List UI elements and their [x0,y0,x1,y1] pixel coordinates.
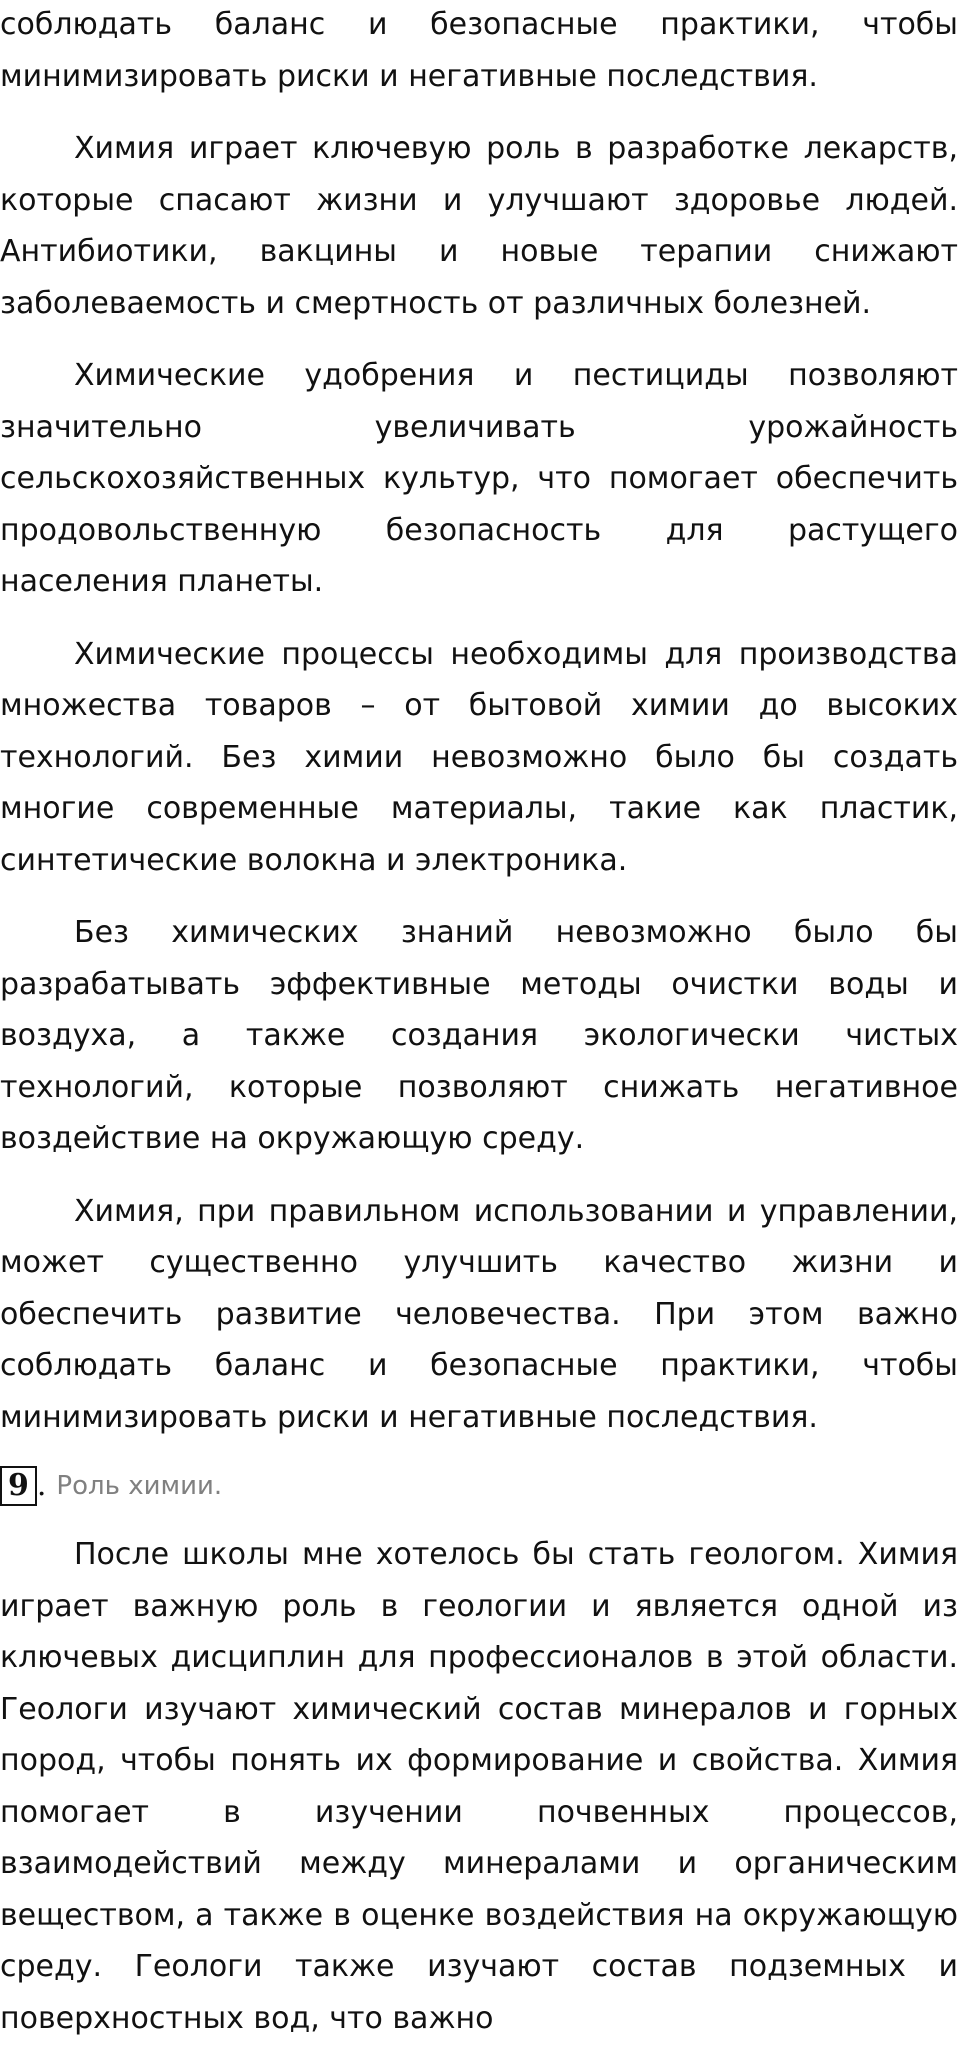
paragraph-medicine: Химия играет ключевую роль в разработке лекарств, которые спасают жизни и улучшают здоровье людей. Антибиотики, вакцины и новые терапии снижают заболеваемость и смертность от различных болезней. [0,131,958,321]
paragraph-industry: Химические процессы необходимы для производства множества товаров – от бытовой химии до высоких технологий. Без химии невозможно было бы создать многие современные материалы, такие как пластик, синтетические волокна и электроника. [0,636,958,878]
task-title: Роль химии. [56,1471,223,1501]
paragraph-geology: После школы мне хотелось бы стать геологом. Химия играет важную роль в геологии и является одной из ключевых дисциплин для профессионалов в этой области. Геологи изучают химический состав минералов и горных пород, чтобы понять их формирование и свойства. Химия помогает в изучении почвенных процессов, взаимодействий между минералами и органическим веществом, а также в оценке воздействия на окружающую среду. Геологи также изучают состав подземных и поверхностных вод, что важно [0,1537,958,2036]
paragraph-continuation: соблюдать баланс и безопасные практики, чтобы минимизировать риски и негативные последствия. [0,7,958,94]
task-number-badge: 9 [0,1466,37,1506]
task-heading [0,1464,958,1508]
task-number-dot: . [36,1468,47,1504]
paragraph-agriculture: Химические удобрения и пестициды позволяют значительно увеличивать урожайность сельскохозяйственных культур, что помогает обеспечить продовольственную безопасность для растущего населения планеты. [0,358,958,599]
paragraph-conclusion: Химия, при правильном использовании и управлении, может существенно улучшить качество жизни и обеспечить развитие человечества. При этом важно соблюдать баланс и безопасные практики, чтобы минимизировать риски и негативные последствия. [0,1193,958,1435]
paragraph-ecology: Без химических знаний невозможно было бы разрабатывать эффективные методы очистки воды и воздуха, а также создания экологически чистых технологий, которые позволяют снижать негативное воздействие на окружающую среду. [0,915,958,1156]
